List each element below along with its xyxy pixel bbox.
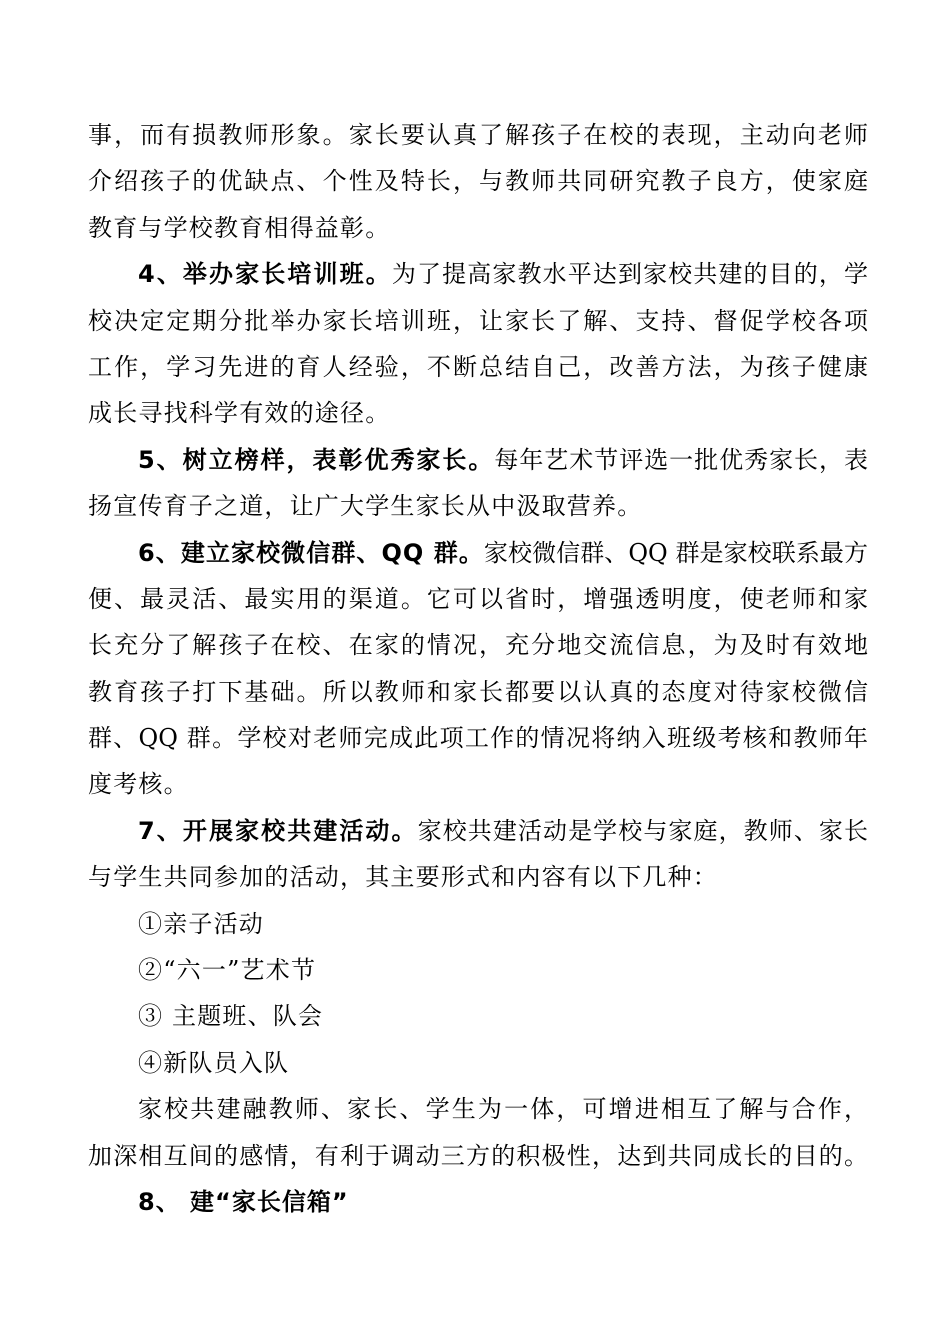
document-body xyxy=(88,112,868,1225)
paragraph-first-line xyxy=(88,437,868,483)
text-line: 教育孩子打下基础。所以教师和家长都要以认真的态度对待家校微信 xyxy=(88,677,868,706)
item-heading: 8、 建“家长信箱” xyxy=(138,1187,349,1216)
text-line: 度考核。 xyxy=(88,770,189,799)
text-line: 群、QQ 群。学校对老师完成此项工作的情况将纳入班级考核和教师年 xyxy=(88,724,868,753)
text-run: 为了提高家教水平达到家校共建的目的，学 xyxy=(391,260,869,289)
text-run: 每年艺术节评选一批优秀家长，表 xyxy=(494,445,869,474)
text-line: 成长寻找科学有效的途径。 xyxy=(88,399,391,428)
text-line: 事，而有损教师形象。家长要认真了解孩子在校的表现，主动向老师 xyxy=(88,121,868,149)
text-line: 长充分了解孩子在校、在家的情况，充分地交流信息，为及时有效地 xyxy=(88,631,868,660)
paragraph-first-line xyxy=(88,251,868,297)
paragraph-first-line xyxy=(88,808,868,854)
list-item: ①亲子活动 xyxy=(138,909,264,938)
list-item: ③ 主题班、队会 xyxy=(138,1002,324,1031)
item-heading: 4、举办家长培训班。 xyxy=(138,260,392,289)
list-item: ④新队员入队 xyxy=(138,1048,290,1077)
text-line: 便、最灵活、最实用的渠道。它可以省时，增强透明度，使老师和家 xyxy=(88,584,868,613)
text-line: 校决定定期分批举办家长培训班，让家长了解、支持、督促学校各项 xyxy=(88,306,868,335)
text-line: 扬宣传育子之道，让广大学生家长从中汲取营养。 xyxy=(88,492,643,521)
text-run: 家校共建活动是学校与家庭，教师、家长 xyxy=(417,816,869,845)
list-item: ②“六一”艺术节 xyxy=(138,956,317,985)
item-heading: 7、开展家校共建活动。 xyxy=(138,816,418,845)
text-line: 教育与学校教育相得益彰。 xyxy=(88,213,391,242)
text-run: 家校微信群、QQ 群是家校联系最方 xyxy=(483,538,869,567)
text-line: 与学生共同参加的活动，其主要形式和内容有以下几种： xyxy=(88,863,718,892)
item-heading: 5、树立榜样，表彰优秀家长。 xyxy=(138,445,495,474)
text-line: 家校共建融教师、家长、学生为一体，可增进相互了解与合作， xyxy=(138,1095,868,1124)
text-line: 加深相互间的感情，有利于调动三方的积极性，达到共同成长的目的。 xyxy=(88,1141,868,1170)
text-line: 工作，学习先进的育人经验，不断总结自己，改善方法，为孩子健康 xyxy=(88,352,868,381)
item-heading: 6、建立家校微信群、QQ 群。 xyxy=(138,538,484,567)
text-line: 介绍孩子的优缺点、个性及特长，与教师共同研究教子良方，使家庭 xyxy=(88,167,868,196)
paragraph-first-line xyxy=(88,530,868,576)
